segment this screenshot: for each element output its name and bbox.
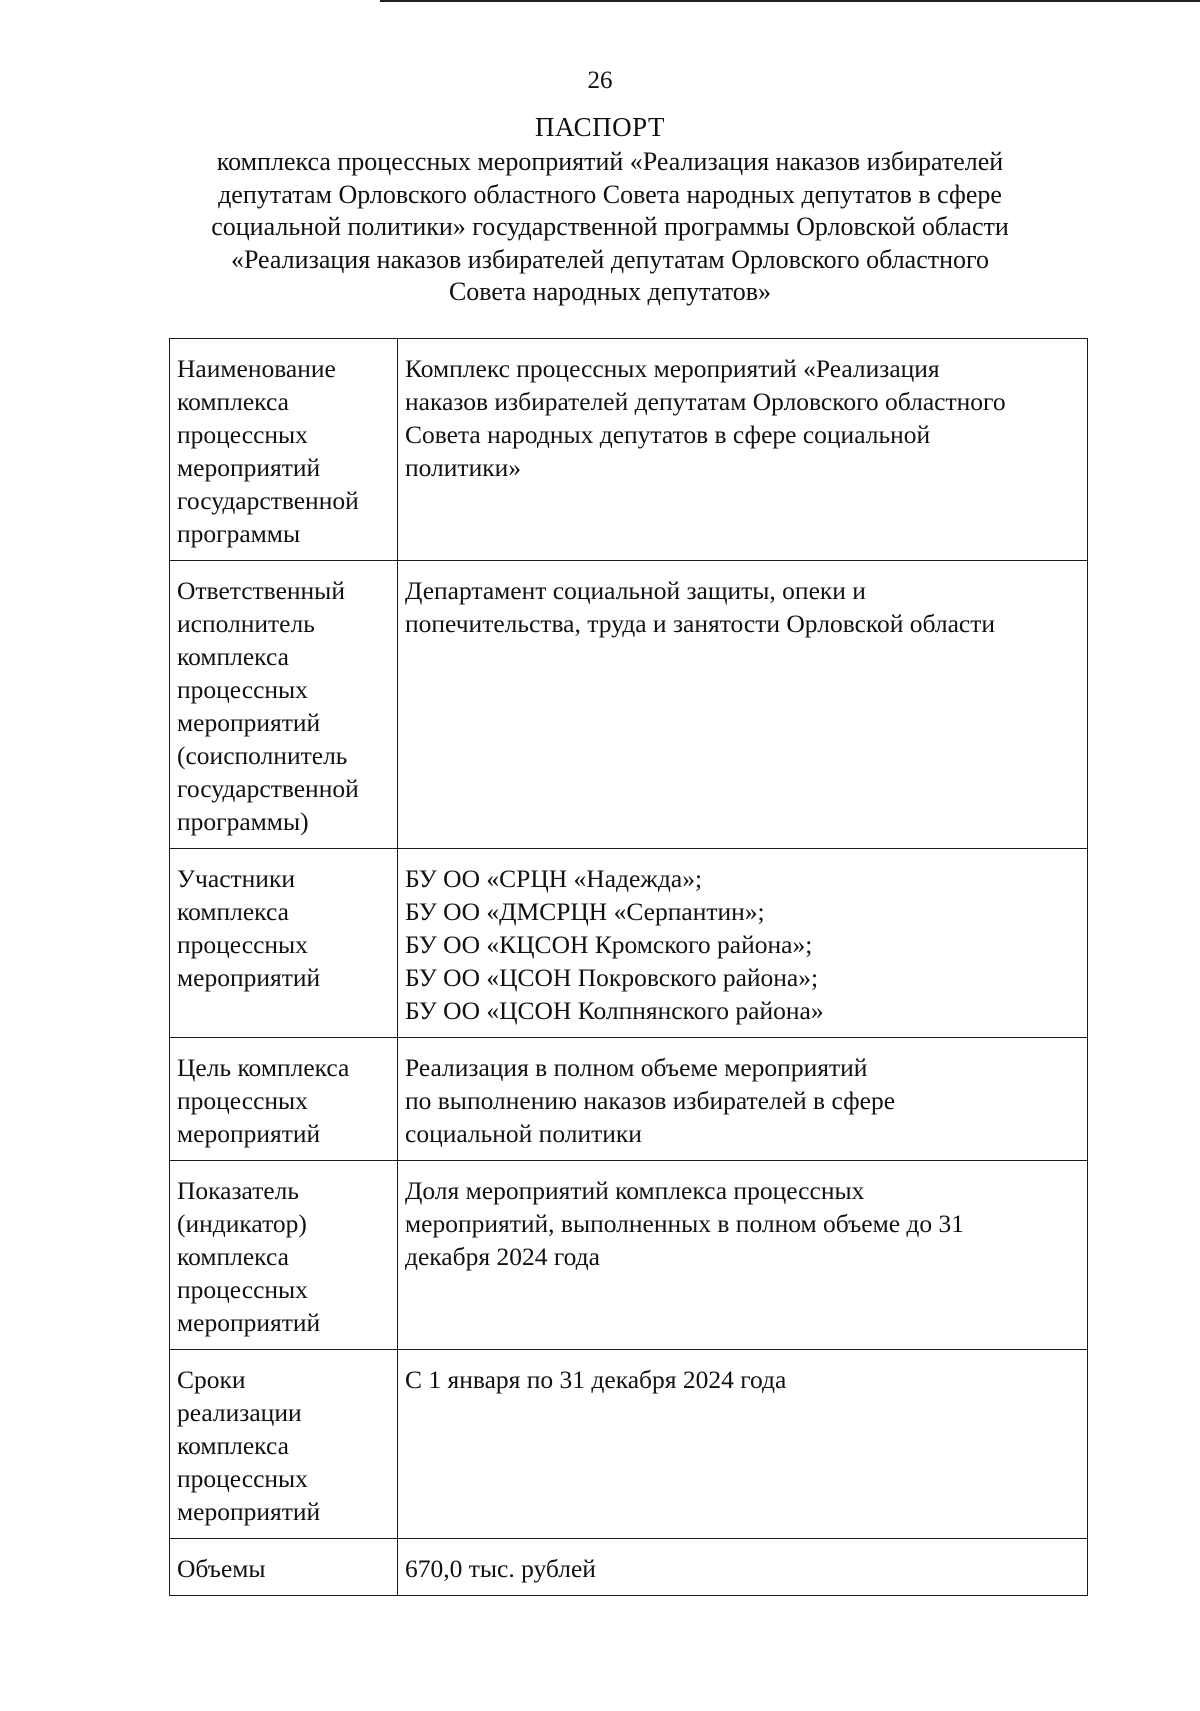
row-label-line: процессных [177,420,308,449]
row-label-line: мероприятий [177,963,321,992]
table-row [170,1161,1088,1350]
row-label-line: мероприятий [177,1497,321,1526]
row-value-line: по выполнению наказов избирателей в сфере [405,1086,896,1115]
row-label-cell [170,561,398,849]
row-label-cell [170,849,398,1038]
row-label-line: государственной [177,486,359,515]
row-value-line: БУ ОО «СРЦН «Надежда»; [405,864,703,893]
row-label-line: Объемы [177,1554,266,1583]
row-label-line: мероприятий [177,708,321,737]
row-value-cell [398,849,1088,1038]
row-value-line: Доля мероприятий комплекса процессных [405,1176,865,1205]
row-value-line: БУ ОО «ЦСОН Покровского района»; [405,963,819,992]
row-value-cell [398,1038,1088,1161]
row-value-line: Совета народных депутатов в сфере социальной [405,420,931,449]
row-value-cell [398,1539,1088,1596]
row-value-line: Реализация в полном объеме мероприятий [405,1053,868,1082]
row-label-line: (соисполнитель [177,741,348,770]
row-label-line: комплекса [177,897,289,926]
row-label-cell [170,1038,398,1161]
row-label-line: комплекса [177,387,289,416]
row-label-line: Участники [177,864,295,893]
subtitle-line: депутатам Орловского областного Совета народных депутатов в сфере [218,179,1002,209]
row-label-cell [170,1161,398,1350]
row-value-cell [398,339,1088,561]
row-value-line: БУ ОО «ЦСОН Колпнянского района» [405,996,824,1025]
row-label-line: процессных [177,1464,308,1493]
row-value-line: 670,0 тыс. рублей [405,1554,596,1583]
row-label-line: Сроки [177,1365,246,1394]
row-label-line: мероприятий [177,1119,321,1148]
row-value-cell [398,1161,1088,1350]
subtitle-line: Совета народных депутатов» [448,277,772,306]
row-label-line: мероприятий [177,1308,321,1337]
row-value-line: мероприятий, выполненных в полном объеме до 31 [405,1209,965,1238]
row-value-line: БУ ОО «КЦСОН Кромского района»; [405,930,813,959]
row-value-line: политики» [405,453,522,482]
passport-table [169,338,1088,1596]
row-value-cell [398,561,1088,849]
row-label-line: Цель комплекса [177,1053,350,1082]
subtitle-line: комплекса процессных мероприятий «Реализация наказов избирателей [216,147,1004,176]
row-label-line: комплекса [177,1242,289,1271]
row-label-line: реализации [177,1398,302,1427]
document-title: ПАСПОРТ [535,112,665,142]
row-label-cell [170,1350,398,1539]
row-value-line: Комплекс процессных мероприятий «Реализация [405,354,940,383]
row-label-line: (индикатор) [177,1209,307,1238]
row-label-cell [170,1539,398,1596]
page-number: 26 [587,67,613,94]
table-row [170,1539,1088,1596]
table-row [170,339,1088,561]
row-label-line: процессных [177,1086,308,1115]
row-label-cell [170,339,398,561]
row-label-line: Наименование [177,354,336,383]
row-label-line: исполнитель [177,609,315,638]
row-label-line: программы) [177,807,309,836]
row-value-line: социальной политики [405,1119,642,1148]
subtitle-line: «Реализация наказов избирателей депутатам Орловского областного [230,244,990,274]
row-label-line: Показатель [177,1176,300,1205]
document-subtitle [190,146,1030,309]
row-value-line: наказов избирателей депутатам Орловского областного [405,387,1006,416]
table-row [170,561,1088,849]
row-label-line: процессных [177,675,308,704]
row-value-line: Департамент социальной защиты, опеки и [405,576,866,605]
row-label-line: комплекса [177,642,289,671]
row-value-line: попечительства, труда и занятости Орловской области [405,609,996,638]
row-label-line: государственной [177,774,359,803]
row-label-line: комплекса [177,1431,289,1460]
row-value-line: БУ ОО «ДМСРЦН «Серпантин»; [405,897,765,926]
table-row [170,849,1088,1038]
row-label-line: программы [177,519,301,548]
subtitle-line: социальной политики» государственной программы Орловской области [211,212,1009,241]
table-row [170,1038,1088,1161]
row-label-line: мероприятий [177,453,321,482]
row-label-line: Ответственный [177,576,345,605]
row-label-line: процессных [177,1275,308,1304]
passport-table-body [170,339,1088,1596]
row-value-line: декабря 2024 года [405,1242,600,1271]
row-value-line: С 1 января по 31 декабря 2024 года [405,1365,787,1394]
row-value-cell [398,1350,1088,1539]
top-scan-edge [380,0,1200,2]
row-label-line: процессных [177,930,308,959]
table-row [170,1350,1088,1539]
